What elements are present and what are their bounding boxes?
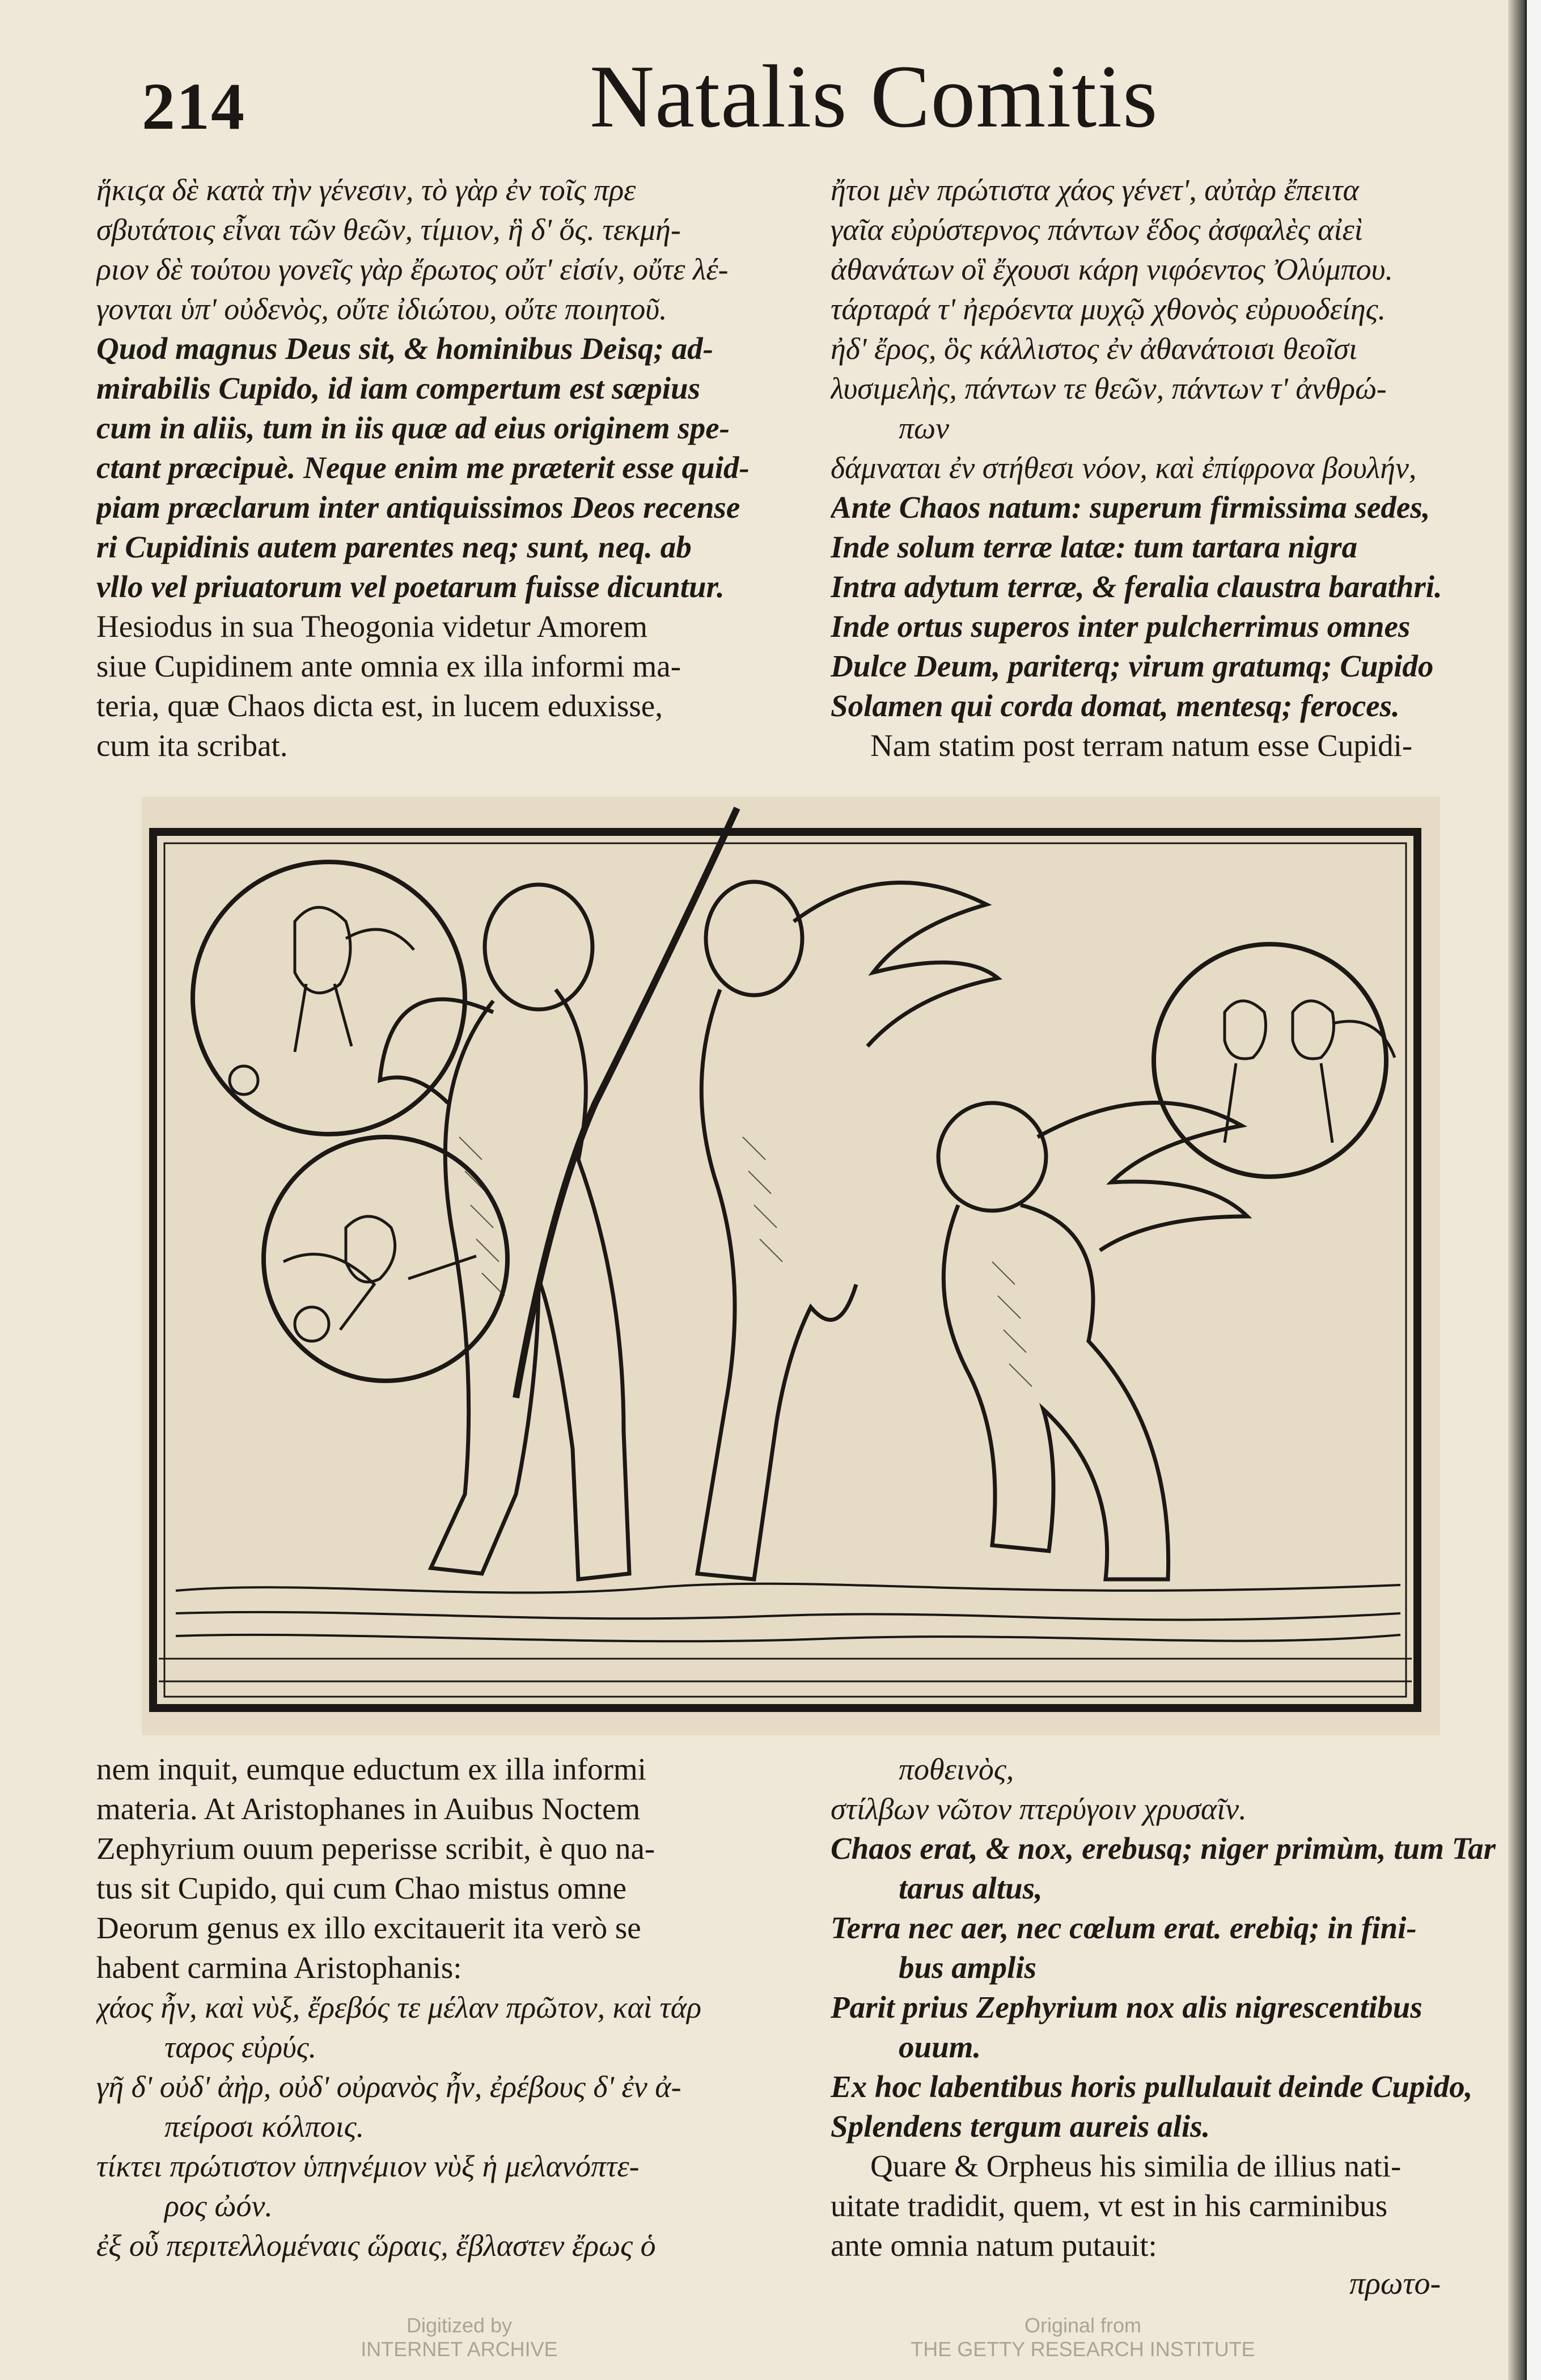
text-line: ρος ὠόν. (164, 2189, 273, 2223)
footer-digitized-by: Digitized by (406, 2314, 513, 2337)
catchword: πρωτο- (1349, 2266, 1441, 2301)
text-line: Hesiodus in sua Theogonia videtur Amorem (96, 609, 648, 644)
text-line: piam præclarum inter antiquissimos Deos recense (96, 490, 740, 525)
text-line: Parit prius Zephyrium nox alis nigrescentibus (831, 1990, 1423, 2024)
footer-internet-archive: INTERNET ARCHIVE (361, 2337, 558, 2361)
text-line: habent carmina Aristophanis: (96, 1950, 462, 1985)
text-line: ἠδ' ἔρος, ὃς κάλλιστος ἐν ἀθανάτοισι θεοῖσι (831, 332, 1358, 366)
text-line: mirabilis Cupido, id iam compertum est sæpius (96, 371, 701, 405)
running-title: Natalis Comitis (590, 47, 1158, 146)
right-column-top (831, 170, 1528, 766)
text-line: χάος ἦν, καὶ νὺξ, ἔρεβός τε μέλαν πρῶτον, καὶ τάρ (96, 1990, 702, 2024)
text-line: ri Cupidinis autem parentes neq; sunt, neq. ab (96, 530, 692, 564)
right-column-bottom (831, 1749, 1528, 2265)
running-head (142, 45, 1514, 159)
text-line: Quare & Orpheus his similia de illius nati- (870, 2149, 1402, 2183)
woodcut-cupids-icon (142, 797, 1440, 1735)
text-line: Inde ortus superos inter pulcherrimus omnes (831, 609, 1411, 644)
text-line: ταρος εὐρύς. (164, 2030, 317, 2064)
text-line: cum ita scribat. (96, 728, 288, 763)
text-line: teria, quæ Chaos dicta est, in lucem eduxisse, (96, 688, 663, 723)
text-line: Solamen qui corda domat, mentesq; feroces. (831, 688, 1400, 723)
text-line: τάρταρά τ' ἠερόεντα μυχῷ χθονὸς εὐρυοδείης. (831, 292, 1386, 326)
footer-getty: THE GETTY RESEARCH INSTITUTE (911, 2337, 1255, 2361)
text-line: δάμναται ἐν στήθεσι νόον, καὶ ἐπίφρονα βουλήν, (831, 451, 1417, 485)
page-number: 214 (142, 69, 245, 143)
text-line: λυσιμελὴς, πάντων τε θεῶν, πάντων τ' ἀνθρώ- (831, 371, 1387, 405)
text-line: tus sit Cupido, qui cum Chao mistus omne (96, 1871, 627, 1905)
text-line: ctant præcipuè. Neque enim me præterit esse quid- (96, 450, 750, 485)
text-line: bus amplis (899, 1950, 1036, 1985)
text-line: ἀθανάτων οἳ ἔχουσι κάρη νιφόεντος Ὀλύμπου. (831, 252, 1393, 286)
left-column-top (96, 170, 794, 766)
text-line: ἐξ οὗ περιτελλομέναις ὥραις, ἔβλαστεν ἔρως ὁ (96, 2229, 656, 2263)
text-line: στίλβων νῶτον πτερύγοιν χρυσαῖν. (831, 1792, 1247, 1826)
text-line: Terra nec aer, nec cœlum erat. erebiq; in fini- (831, 1910, 1417, 1945)
text-line: πείροσι κόλποις. (164, 2110, 365, 2144)
text-line: τίκτει πρώτιστον ὑπηνέμιον νὺξ ἡ μελανόπτε- (96, 2149, 640, 2183)
text-line: materia. At Aristophanes in Auibus Noctem (96, 1791, 641, 1826)
text-line: Intra adytum terræ, & feralia claustra barathri. (831, 569, 1442, 604)
text-line: γονται ὑπ' οὐδενὸς, οὔτε ἰδιώτου, οὔτε ποιητοῦ. (96, 292, 667, 326)
text-line: ouum. (899, 2030, 981, 2064)
text-line: Deorum genus ex illo excitauerit ita verò se (96, 1910, 641, 1945)
text-line: vllo vel priuatorum vel poetarum fuisse dicuntur. (96, 569, 725, 604)
text-line: Chaos erat, & nox, erebusq; niger primùm, tum Tar (831, 1831, 1496, 1866)
text-line: Ante Chaos natum: superum firmissima sedes, (831, 490, 1430, 525)
text-line: Quod magnus Deus sit, & hominibus Deisq; ad- (96, 331, 713, 366)
text-line: tarus altus, (899, 1871, 1043, 1905)
text-line: Ex hoc labentibus horis pullulauit deinde Cupido, (831, 2069, 1473, 2104)
text-line: nem inquit, eumque eductum ex illa informi (96, 1752, 646, 1786)
left-column-bottom (96, 1749, 794, 2265)
text-line: σβυτάτοις εἶναι τῶν θεῶν, τίμιον, ἣ δ' ὅς. τεκμή- (96, 213, 681, 247)
text-line: ἤτοι μὲν πρώτιστα χάος γένετ', αὐτὰρ ἔπειτα (831, 173, 1359, 207)
text-line: Splendens tergum aureis alis. (831, 2109, 1210, 2144)
text-line: ριον δὲ τούτου γονεῖς γὰρ ἔρωτος οὔτ' εἰσίν, οὔτε λέ- (96, 252, 729, 286)
text-line: γῆ δ' οὐδ' ἀὴρ, οὐδ' οὐρανὸς ἦν, ἐρέβους δ' ἐν ἀ- (96, 2070, 681, 2104)
text-line: uitate tradidit, quem, vt est in his carminibus (831, 2188, 1388, 2223)
footer-original-from: Original from (1024, 2314, 1142, 2337)
text-line: Nam statim post terram natum esse Cupidi- (870, 728, 1413, 763)
text-line: Dulce Deum, pariterq; virum gratumq; Cupido (831, 649, 1434, 683)
text-line: siue Cupidinem ante omnia ex illa informi ma- (96, 649, 681, 683)
text-line: Zephyrium ouum peperisse scribit, è quo na- (96, 1831, 655, 1866)
text-line: γαῖα εὐρύστερνος πάντων ἕδος ἀσφαλὲς αἰεὶ (831, 213, 1363, 247)
text-line: πων (899, 411, 950, 445)
text-line: cum in aliis, tum in iis quæ ad eius originem spe- (96, 411, 730, 445)
text-line: ποθεινὸς, (899, 1752, 1014, 1786)
text-line: ante omnia natum putauit: (831, 2228, 1157, 2263)
text-line: Inde solum terræ latæ: tum tartara nigra (831, 530, 1358, 564)
text-line: ἥκιϛα δὲ κατὰ τὴν γένεσιν, τὸ γὰρ ἐν τοῖς πρε (96, 173, 636, 207)
